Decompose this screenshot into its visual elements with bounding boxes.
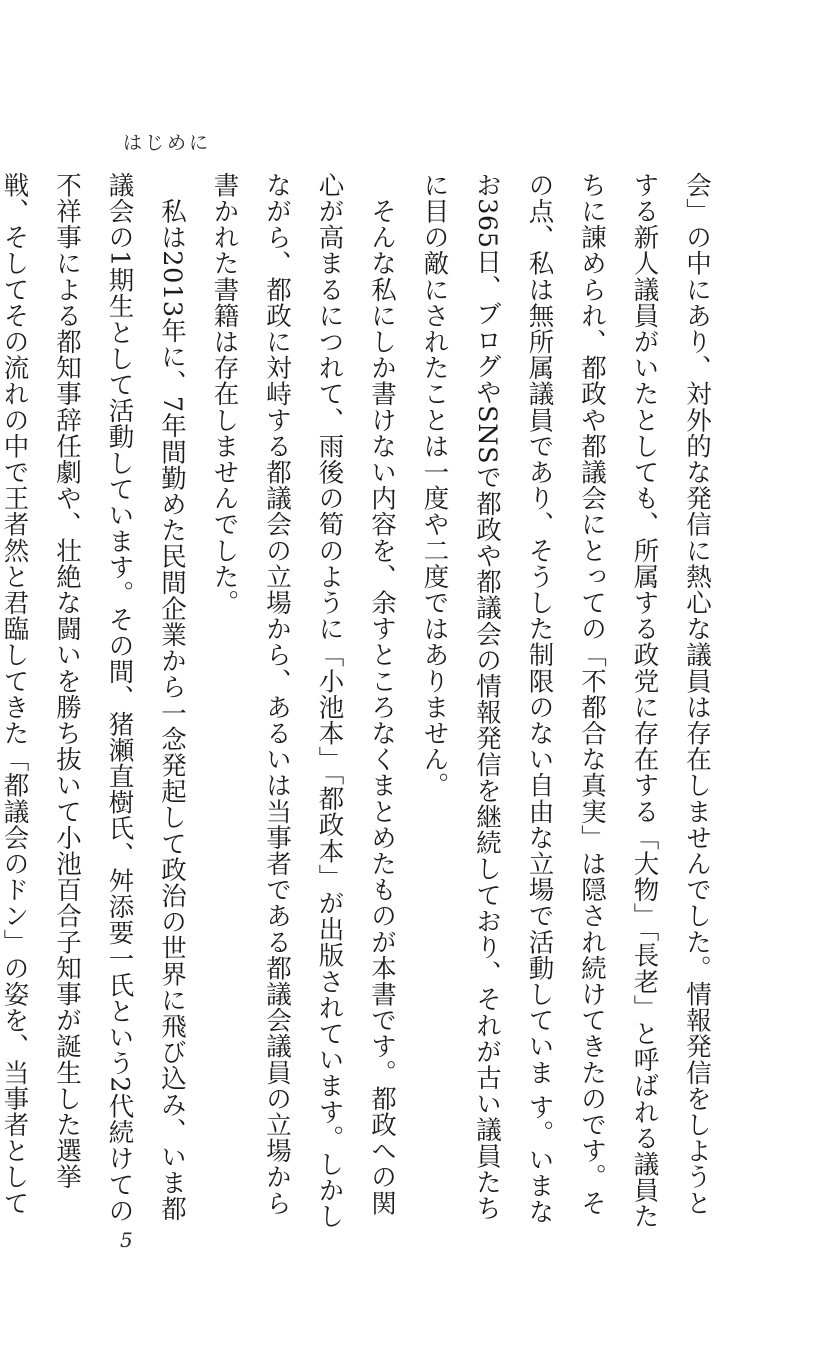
page-number: 5 (120, 1228, 133, 1252)
vertical-body-text (0, 172, 723, 1232)
running-header: はじめに (123, 132, 212, 154)
paragraph-2: そんな私にしか書けない内容を、余すところなくまとめたものが本書です。都政への関心が高まるにつれて、雨後の筍のように「小池本」「都政本」が出版されています。しかしながら、都政に対峙する都議会の立場から、あるいは当事者である都議会議員の立場から書かれた書籍は存在しませんでした。 (209, 172, 397, 1230)
paragraph-3: 私は2013年に、7年間勤めた民間企業から一念発起して政治の世界に飛び込み、いま都議会の1期生として活動しています。その間、猪瀬直樹氏、舛添要一氏という2代続けての不祥事による都知事辞任劇や、壮絶な闘いを勝ち抜いて小池百合子知事が誕生した選挙戦、そしてその流れの中で王者然と君臨してきた「都議会のドン」の姿を、当事者として (0, 172, 187, 1224)
paragraph-1: 会」の中にあり、対外的な発信に熱心な議員は存在しませんでした。情報発信をしようとする新人議員がいたとしても、所属する政党に存在する「大物」「長老」と呼ばれる議員たちに諌められ、都政や都議会にとっての「不都合な真実」は隠され続けてきたのです。その点、私は無所属議員であり、そうした制限のない自由な立場で活動していま す。いまなお365日、ブログやSNSで都政や都議会の情報発信を継続しており、それが古い議員たちに目の敵にされたことは一度や二度ではありません。 (419, 172, 712, 1230)
